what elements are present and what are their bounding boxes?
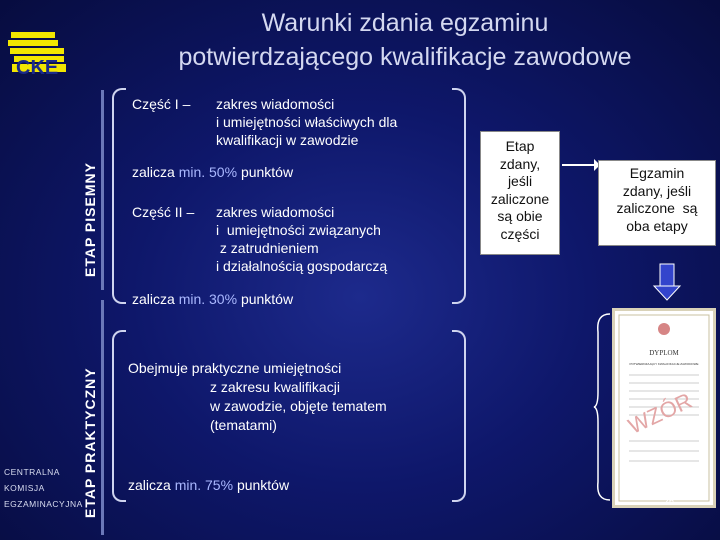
part1-line-1: zakres wiadomości — [216, 96, 335, 112]
footer — [4, 464, 83, 512]
footer-line-3: EGZAMINACYJNA — [4, 499, 83, 509]
slide-title — [95, 6, 715, 74]
practical-bracket-right — [452, 330, 466, 502]
page-number: 26 — [664, 496, 675, 506]
part1-head: Część I – — [132, 96, 191, 112]
cke-logo-icon — [6, 26, 68, 84]
practical-pass — [128, 477, 289, 494]
part1-pass-pre: zalicza — [132, 164, 175, 180]
written-stage-label: ETAP PISEMNY — [82, 162, 98, 277]
stage-box-line-3: jeśli — [507, 173, 533, 189]
part1-pass-post: punktów — [240, 164, 294, 180]
stage-passed-box — [480, 131, 560, 255]
part2-pass-pre: zalicza — [132, 291, 175, 307]
written-bracket-left — [112, 88, 126, 304]
exam-passed-box — [598, 160, 716, 246]
diploma-header: DYPLOM — [649, 349, 679, 357]
logo-text: CKE — [16, 57, 59, 79]
part1-pass — [132, 164, 293, 181]
stage-box-line-4: zaliczone — [490, 190, 550, 207]
brace-icon — [592, 312, 612, 502]
practical-bracket-left — [112, 330, 126, 502]
part2-pass-post: punktów — [240, 291, 294, 307]
part2-line-3: z zatrudnieniem — [216, 240, 319, 256]
part2-head: Część II – — [132, 204, 195, 220]
exam-box-line-2: zdany, jeśli — [622, 182, 692, 199]
stage-box-line-5: są obie — [497, 208, 543, 224]
stage-box-line-2: zdany, — [499, 155, 541, 172]
practical-pass-pre: zalicza — [128, 477, 171, 493]
part1-line-2: i umiejętności właściwych dla — [216, 114, 398, 130]
title-line-2: potwierdzającego kwalifikacje zawodowe — [178, 43, 632, 71]
diploma-icon — [612, 308, 716, 508]
practical-pass-post: punktów — [236, 477, 290, 493]
exam-box-line-1: Egzamin — [629, 165, 685, 181]
practical-line-4: (tematami) — [210, 417, 277, 433]
practical-divider — [101, 300, 104, 535]
diploma-watermark: WZÓR — [624, 387, 696, 439]
practical-line-1: Obejmuje praktyczne umiejętności — [128, 360, 342, 376]
practical-line-2: z zakresu kwalifikacji — [210, 379, 340, 395]
exam-box-line-4: oba etapy — [626, 217, 688, 234]
practical-stage-label: ETAP PRAKTYCZNY — [82, 367, 98, 518]
practical-line-3: w zawodzie, objęte tematem — [210, 398, 387, 414]
part2-line-4: i działalnością gospodarczą — [216, 258, 388, 274]
exam-box-line-3: zaliczone są — [616, 200, 698, 216]
footer-line-1: CENTRALNA — [4, 467, 60, 477]
footer-line-2: KOMISJA — [4, 483, 45, 493]
stage-box-line-6: części — [500, 225, 540, 242]
written-divider — [101, 90, 104, 290]
part2-pass — [132, 291, 293, 308]
part2-pass-min: min. 30% — [178, 291, 238, 307]
part1-line-3: kwalifikacji w zawodzie — [216, 132, 359, 148]
stage-box-line-1: Etap — [505, 138, 535, 154]
diploma-subtitle: POTWIERDZAJĄCY KWALIFIKACJE ZAWODOWE — [629, 362, 699, 366]
arrow-down-icon — [652, 262, 682, 302]
part2-line-2: i umiejętności związanych — [216, 222, 381, 238]
arrow-right-icon — [560, 155, 600, 175]
part1-pass-min: min. 50% — [178, 164, 238, 180]
written-bracket-right — [452, 88, 466, 304]
title-line-1: Warunki zdania egzaminu — [261, 9, 549, 37]
part2-line-1: zakres wiadomości — [216, 204, 335, 220]
practical-pass-min: min. 75% — [174, 477, 234, 493]
